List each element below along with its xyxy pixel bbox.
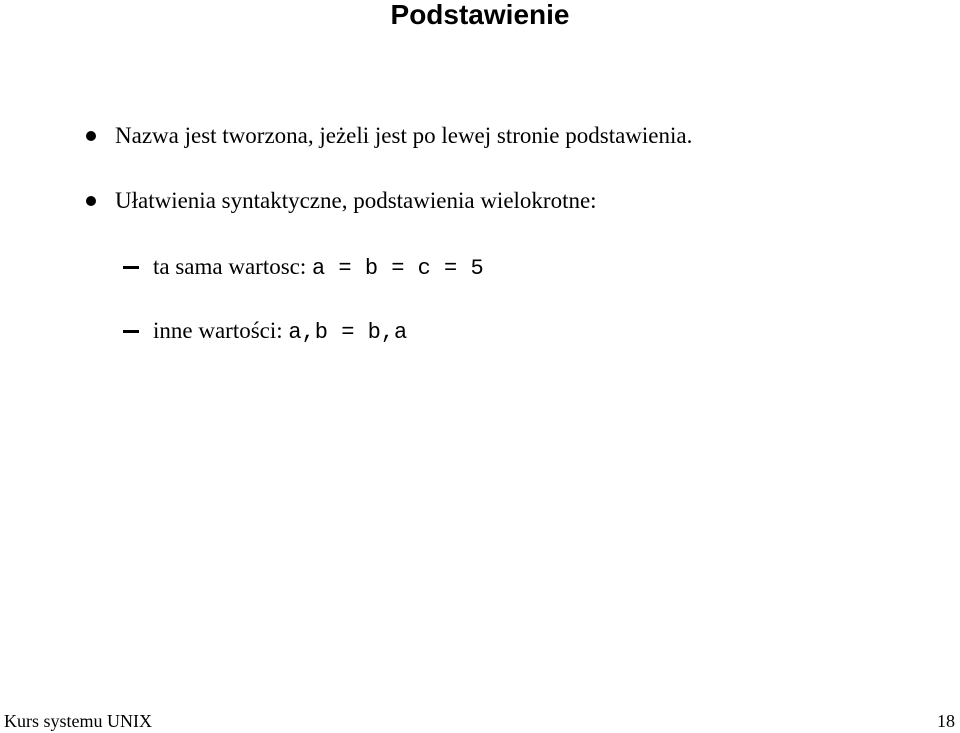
bullet-dot-icon (86, 196, 96, 206)
sub-item-label: inne wartości: (153, 318, 283, 343)
bullet-item (86, 122, 692, 150)
bullet-item (86, 187, 597, 215)
dash-icon (123, 330, 139, 333)
bullet-text: Ułatwienia syntaktyczne, podstawienia wielokrotne: (115, 188, 597, 213)
footer-page-number: 18 (937, 711, 955, 731)
sub-item (123, 317, 407, 347)
slide-title: Podstawienie (390, 0, 570, 30)
code-snippet: a = b = c = 5 (312, 256, 484, 281)
bullet-text: Nazwa jest tworzona, jeżeli jest po lewej stronie podstawienia. (115, 123, 693, 148)
footer-course-title: Kurs systemu UNIX (4, 711, 152, 731)
dash-icon (123, 266, 139, 269)
sub-item-label: ta sama wartosc: (153, 254, 307, 279)
bullet-dot-icon (86, 131, 96, 141)
sub-item (123, 253, 484, 283)
code-snippet: a,b = b,a (288, 320, 408, 345)
